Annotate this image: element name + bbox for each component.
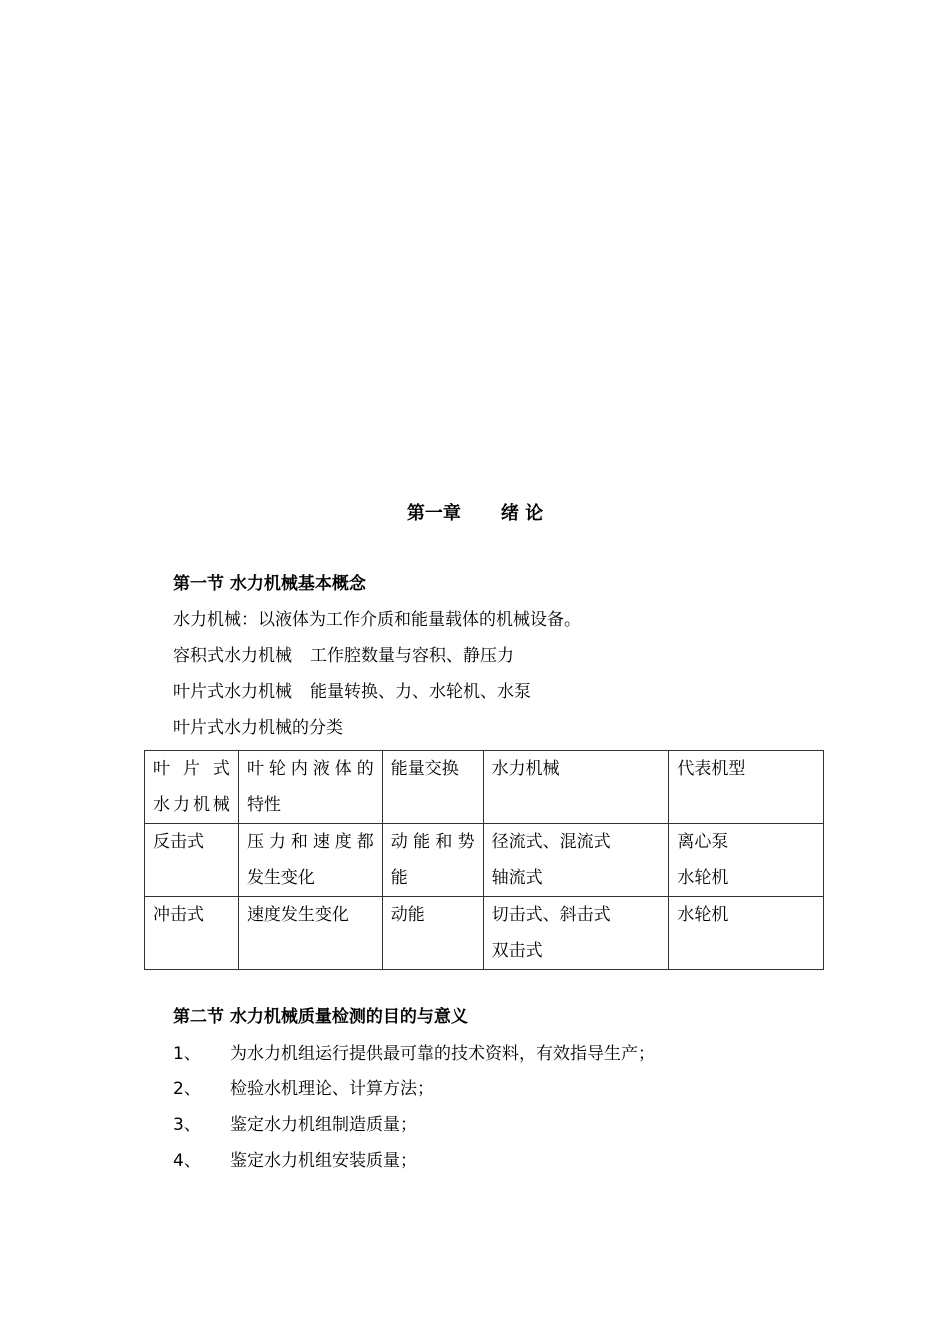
header-cell-type	[145, 751, 239, 824]
positive-displacement-line	[173, 644, 514, 668]
cell-property-line-1: 压力和速度都	[246, 832, 374, 852]
header-property-line-2: 特性	[246, 795, 281, 815]
cell-energy	[382, 897, 483, 970]
vane-type-line	[173, 680, 531, 704]
list-item	[173, 1077, 434, 1101]
list-item-text: 鉴定水力机组制造质量；	[230, 1115, 417, 1135]
header-property-line-1: 叶轮内液体的	[246, 759, 374, 779]
cell-energy-line-2: 能	[390, 868, 408, 888]
header-cell-machines	[483, 751, 669, 824]
cell-models	[669, 824, 824, 897]
section1-heading: 第一节 水力机械基本概念	[173, 574, 366, 594]
positive-displacement-term: 容积式水力机械	[173, 646, 292, 666]
cell-energy-line-1: 动能	[390, 905, 425, 925]
header-cell-property	[238, 751, 382, 824]
cell-machines-line-1: 切击式、斜击式	[491, 905, 611, 925]
list-item-number: 2、	[173, 1079, 201, 1099]
cell-type-line-1: 反击式	[153, 832, 204, 852]
cell-type-line-1: 冲击式	[153, 905, 204, 925]
list-item-text: 检验水机理论、计算方法；	[230, 1079, 434, 1099]
cell-models	[669, 897, 824, 970]
definition-text: 水力机械：以液体为工作介质和能量载体的机械设备。	[173, 610, 581, 630]
classification-table	[144, 750, 824, 970]
cell-property-line-1: 速度发生变化	[246, 905, 349, 925]
table-header-row	[145, 751, 824, 824]
list-item	[173, 1113, 417, 1137]
cell-energy-line-1: 动能和势	[390, 832, 475, 852]
list-item-number: 4、	[173, 1151, 201, 1171]
cell-energy	[382, 824, 483, 897]
list-item-number: 3、	[173, 1115, 201, 1135]
cell-models-line-1: 离心泵	[677, 832, 729, 852]
header-models-line-1: 代表机型	[677, 759, 746, 779]
chapter-name: 绪 论	[500, 503, 544, 524]
chapter-number: 第一章	[406, 503, 461, 524]
cell-type	[145, 824, 239, 897]
chapter-title	[0, 502, 950, 526]
classification-title: 叶片式水力机械的分类	[173, 718, 343, 738]
list-item	[173, 1042, 655, 1066]
header-type-line-1: 叶 片 式	[153, 759, 230, 779]
vane-type-desc: 能量转换、力、水轮机、水泵	[310, 682, 531, 702]
table-row	[145, 897, 824, 970]
header-machines-line-1: 水力机械	[491, 759, 560, 779]
positive-displacement-desc: 工作腔数量与容积、静压力	[310, 646, 514, 666]
cell-type	[145, 897, 239, 970]
header-cell-models	[669, 751, 824, 824]
cell-machines	[483, 824, 669, 897]
table-row	[145, 824, 824, 897]
header-energy-line-1: 能量交换	[390, 759, 459, 779]
cell-machines-line-1: 径流式、混流式	[491, 832, 611, 852]
list-item-number: 1、	[173, 1044, 201, 1064]
cell-machines-line-2: 双击式	[491, 941, 543, 961]
header-type-line-2: 水力机械	[153, 795, 230, 815]
list-item	[173, 1149, 417, 1173]
cell-machines-line-2: 轴流式	[491, 868, 543, 888]
list-item-text: 为水力机组运行提供最可靠的技术资料，有效指导生产；	[230, 1044, 655, 1064]
cell-machines	[483, 897, 669, 970]
cell-models-line-1: 水轮机	[677, 905, 729, 925]
cell-property	[238, 824, 382, 897]
list-item-text: 鉴定水力机组安装质量；	[230, 1151, 417, 1171]
section2-heading: 第二节 水力机械质量检测的目的与意义	[173, 1007, 468, 1027]
cell-models-line-2: 水轮机	[677, 868, 729, 888]
header-cell-energy	[382, 751, 483, 824]
cell-property-line-2: 发生变化	[246, 868, 315, 888]
vane-type-term: 叶片式水力机械	[173, 682, 292, 702]
cell-property	[238, 897, 382, 970]
